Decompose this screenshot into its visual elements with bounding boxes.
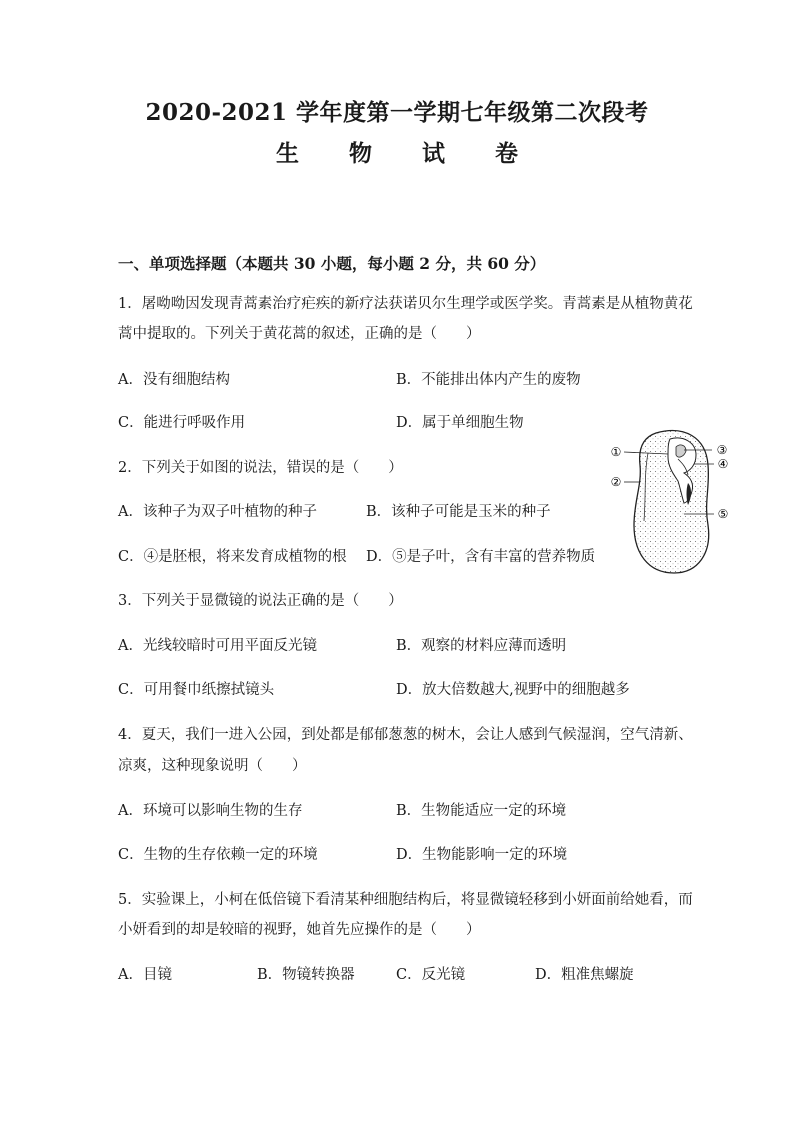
question-2-option-d: D．⑤是子叶，含有丰富的营养物质 [366,549,596,565]
question-1-option-d: D．属于单细胞生物 [396,415,524,431]
figure-label-5: ⑤ [717,507,729,521]
question-2-option-c: C．④是胚根，将来发育成植物的根 [118,549,347,565]
seed-diagram [604,425,744,575]
question-3-option-c: C．可用餐巾纸擦拭镜头 [118,682,275,698]
question-2-option-a: A．该种子为双子叶植物的种子 [118,504,317,520]
section-heading: 一、单项选择题（本题共 30 小题，每小题 2 分，共 60 分） [118,254,546,273]
question-5-option-c: C．反光镜 [396,967,466,983]
question-2-stem: 2．下列关于如图的说法，错误的是（ ） [118,460,403,476]
question-5-option-a: A．目镜 [118,967,172,983]
question-1-option-a: A．没有细胞结构 [118,372,230,388]
figure-label-2: ② [610,475,622,489]
question-1-option-c: C．能进行呼吸作用 [118,415,246,431]
question-4-option-b: B．生物能适应一定的环境 [396,803,567,819]
question-3-option-a: A．光线较暗时可用平面反光镜 [118,638,317,654]
figure-label-3: ③ [716,443,728,457]
question-4-option-a: A．环境可以影响生物的生存 [118,803,303,819]
question-2-option-b: B．该种子可能是玉米的种子 [366,504,551,520]
figure-label-1: ① [610,445,622,459]
question-3-option-d: D．放大倍数越大,视野中的细胞越多 [396,682,630,698]
figure-label-4: ④ [717,457,729,471]
question-5-option-d: D．粗准焦螺旋 [535,967,634,983]
exam-title: 2020-2021 学年度第一学期七年级第二次段考 [145,99,649,126]
question-4-stem-line-1: 4．夏天，我们一进入公园，到处都是郁郁葱葱的树木，会让人感到气候湿润，空气清新、 [118,727,693,743]
question-4-option-d: D．生物能影响一定的环境 [396,847,568,863]
question-5-stem-line-2: 小妍看到的却是较暗的视野，她首先应操作的是（ ） [118,922,481,938]
question-4-option-c: C．生物的生存依赖一定的环境 [118,847,318,863]
exam-subtitle: 生 物 试 卷 [275,140,540,167]
question-3-stem: 3．下列关于显微镜的说法正确的是（ ） [118,593,403,609]
question-1-option-b: B．不能排出体内产生的废物 [396,372,581,388]
question-4-stem-line-2: 凉爽，这种现象说明（ ） [118,758,307,774]
question-5-stem-line-1: 5．实验课上，小柯在低倍镜下看清某种细胞结构后，将显微镜轻移到小妍面前给她看，而 [118,892,693,908]
question-5-option-b: B．物镜转换器 [257,967,355,983]
question-3-option-b: B．观察的材料应薄而透明 [396,638,567,654]
question-1-stem-line-1: 1．屠呦呦因发现青蒿素治疗疟疾的新疗法获诺贝尔生理学或医学奖。青蒿素是从植物黄花 [118,296,693,312]
question-1-stem-line-2: 蒿中提取的。下列关于黄花蒿的叙述，正确的是（ ） [118,326,481,342]
